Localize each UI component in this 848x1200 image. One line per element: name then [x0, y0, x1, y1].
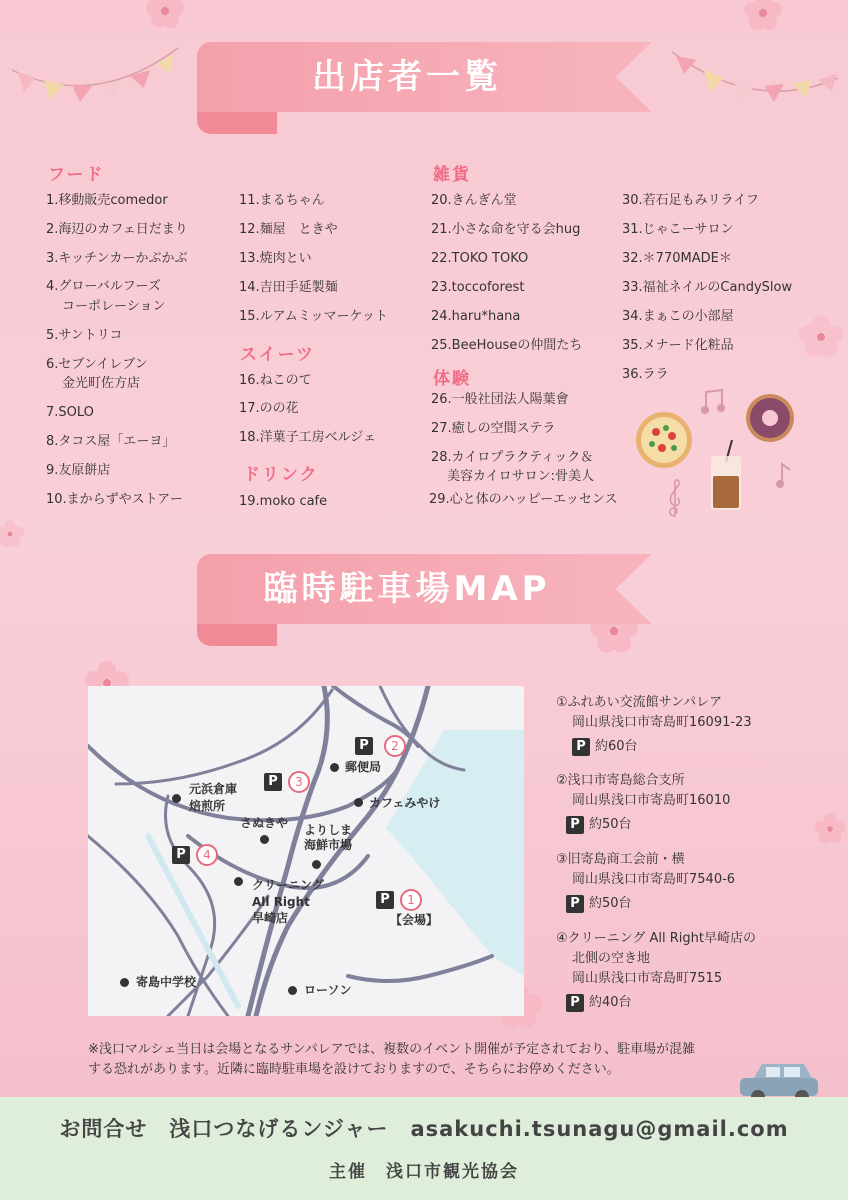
parking-map-title: 臨時駐車場MAP: [263, 569, 551, 609]
list-item: 29.心と体のハッピーエッセンス: [429, 492, 618, 507]
pizza-icon: [634, 410, 694, 470]
map-dot: [120, 978, 129, 987]
list-item: 28.カイロプラクティック＆: [431, 450, 594, 465]
cleaning-label-3: 早崎店: [252, 911, 289, 925]
list-item: 4.グローバルフーズ: [46, 279, 161, 294]
venue-label: 【会場】: [390, 913, 439, 927]
lawson-label: ローソン: [304, 983, 352, 997]
yorishima-label-2: 海鮮市場: [304, 838, 353, 852]
cleaning-label-2: All Right: [252, 895, 310, 909]
music-note-icon: [772, 462, 792, 490]
iced-drink-icon: [706, 440, 746, 512]
list-item: 15.ルアムミッマーケット: [239, 309, 388, 324]
sweets-heading: スイーツ: [240, 345, 315, 365]
list-item: 6.セブンイレブン: [46, 357, 148, 372]
bunting-left-decoration: [10, 40, 180, 110]
list-item: 20.きんぎん堂: [431, 193, 517, 208]
parking-lot-3: ③旧寄島商工会前・横 岡山県浅口市寄島町7540-6 P 約50台: [556, 852, 736, 911]
organizer-info: 主催 浅口市観光協会: [329, 1162, 519, 1182]
parking-lot-4: ④クリーニング All Right早崎店の 北側の空き地 岡山県浅口市寄島町7515 P 約40台: [556, 931, 757, 1010]
parking-marker-1: P: [376, 891, 394, 909]
drink-heading: ドリンク: [243, 465, 319, 485]
list-item: 23.toccoforest: [431, 280, 525, 295]
list-item: 美容カイロサロン:骨美人: [447, 469, 594, 484]
list-item: 1.移動販売comedor: [46, 193, 168, 208]
cherry-blossom-icon: [812, 806, 848, 852]
map-dot: [330, 763, 339, 772]
list-item: 17.のの花: [239, 401, 299, 416]
list-item: 金光町佐方店: [62, 376, 141, 391]
map-dot: [288, 986, 297, 995]
map-dot: [312, 860, 321, 869]
list-item: 34.まぁこの小部屋: [622, 309, 734, 324]
list-item: 16.ねこのて: [239, 373, 312, 388]
parking-note: ※浅口マルシェ当日は会場となるサンパレアでは、複数のイベント開催が予定されており、駐車場が混雑 する恐れがあります。近隣に臨時駐車場を設けておりますので、そちらにお停めください。: [88, 1042, 696, 1077]
donut-icon: [744, 392, 796, 444]
list-item: 12.麺屋 ときや: [239, 222, 338, 237]
list-item: 2.海辺のカフェ日だまり: [46, 222, 188, 237]
list-item: 30.若石足もみリライフ: [622, 193, 759, 208]
vendor-list-banner: [197, 42, 652, 134]
vendor-list-title: 出店者一覧: [312, 57, 502, 97]
music-note-icon: [700, 388, 726, 416]
map-dot: [234, 877, 243, 886]
map-dot: [354, 798, 363, 807]
sanukiya-label: さぬきや: [240, 816, 289, 830]
list-item: 7.SOLO: [46, 405, 94, 420]
parking-map: [88, 686, 524, 1016]
list-item: 10.まからずやストアー: [46, 492, 183, 507]
list-item: 31.じゃこーサロン: [622, 222, 734, 237]
experience-heading: 体験: [433, 369, 471, 389]
list-item: 19.moko cafe: [239, 494, 328, 509]
list-item: 26.一般社団法人陽葉會: [431, 392, 569, 407]
list-item: 18.洋菓子工房ベルジェ: [239, 430, 377, 445]
list-item: 22.TOKO TOKO: [431, 251, 529, 266]
parking-number-3: 3: [288, 771, 310, 793]
cherry-blossom-icon: [796, 312, 846, 362]
parking-number-1: 1: [400, 889, 422, 911]
food-heading: フード: [48, 165, 105, 185]
yorishima-label-1: よりしま: [304, 823, 353, 837]
parking-marker-4: P: [172, 846, 190, 864]
parking-lot-1: ①ふれあい交流館サンパレア 岡山県浅口市寄島町16091-23 P 約60台: [556, 695, 752, 754]
list-item: 3.キッチンカーかぶかぶ: [46, 251, 188, 266]
cherry-blossom-icon: [738, 0, 788, 32]
list-item: 33.福祉ネイルのCandySlow: [622, 280, 793, 295]
contact-info: お問合せ 浅口つなげるンジャー asakuchi.tsunagu@gmail.com: [59, 1117, 789, 1141]
cafe-label: カフェみやけ: [369, 796, 441, 810]
parking-number-2: 2: [384, 735, 406, 757]
goods-heading: 雑貨: [433, 165, 471, 185]
parking-marker-3: P: [264, 773, 282, 791]
list-item: コーポレーション: [62, 299, 166, 314]
warehouse-label-1: 元浜倉庫: [189, 782, 238, 796]
parking-marker-2: P: [355, 737, 373, 755]
cleaning-label-1: クリーニング: [252, 878, 324, 892]
school-label: 寄島中学校: [136, 975, 197, 989]
bunting-right-decoration: [670, 44, 840, 114]
list-item: 32.＊770MADE＊: [622, 251, 732, 266]
warehouse-label-2: 焙煎所: [189, 799, 226, 813]
treble-clef-icon: [666, 478, 684, 518]
list-item: 27.癒しの空間ステラ: [431, 421, 556, 436]
post-office-label: 郵便局: [345, 760, 382, 774]
map-dot: [172, 794, 181, 803]
list-item: 21.小さな命を守る会hug: [431, 222, 581, 237]
cherry-blossom-icon: [140, 0, 190, 30]
list-item: 24.haru*hana: [431, 309, 521, 324]
list-item: 5.サントリコ: [46, 328, 123, 343]
list-item: 13.焼肉とい: [239, 251, 312, 266]
parking-lot-2: ②浅口市寄島総合支所 岡山県浅口市寄島町16010 P 約50台: [556, 773, 731, 832]
list-item: 25.BeeHouseの仲間たち: [431, 338, 583, 353]
list-item: 9.友原餅店: [46, 463, 111, 478]
list-item: 36.ララ: [622, 367, 669, 382]
parking-map-banner: [197, 554, 652, 646]
map-dot: [260, 835, 269, 844]
list-item: 14.吉田手延製麺: [239, 280, 338, 295]
list-item: 35.メナード化粧品: [622, 338, 734, 353]
list-item: 11.まるちゃん: [239, 193, 325, 208]
footer: [0, 1097, 848, 1200]
parking-number-4: 4: [196, 844, 218, 866]
list-item: 8.タコス屋「エーヨ」: [46, 434, 176, 449]
cherry-blossom-icon: [0, 516, 26, 552]
